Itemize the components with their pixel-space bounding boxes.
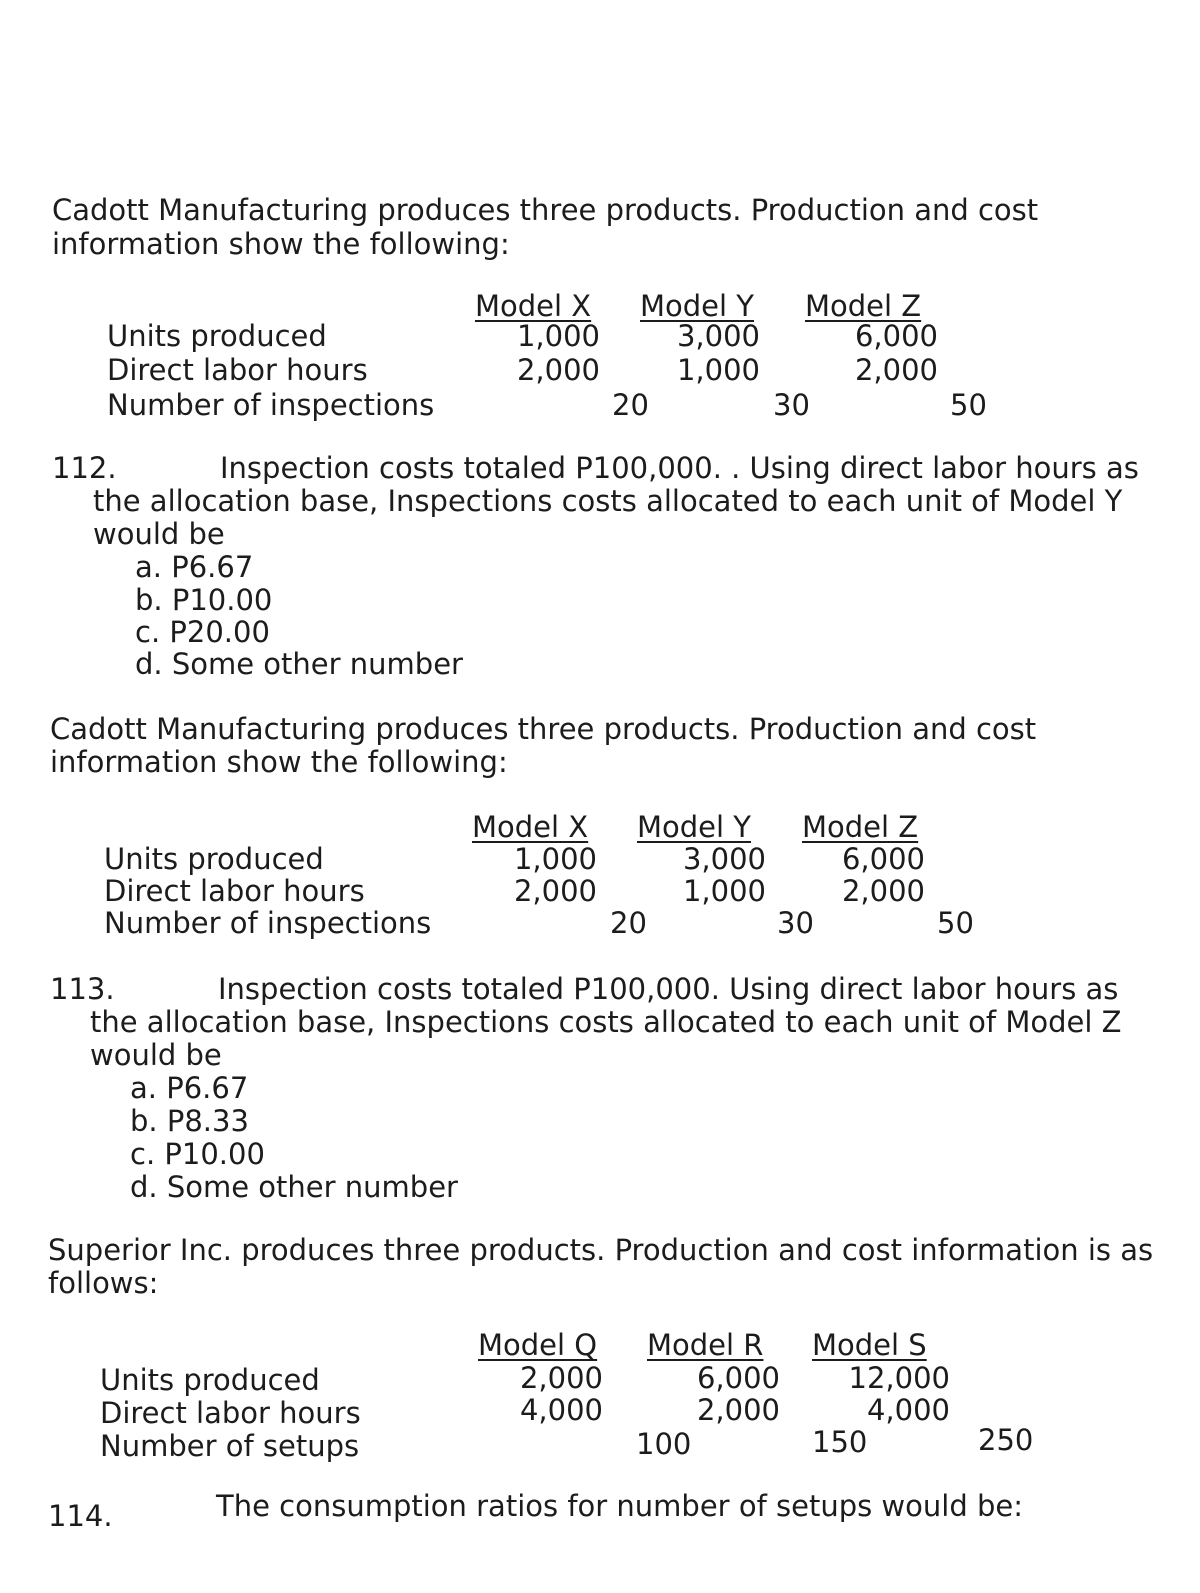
question-number: 113. [50,972,115,1006]
cell: 2,000 [841,874,925,908]
cell: 4,000 [519,1393,603,1427]
cell: 100 [636,1427,692,1461]
question-stem: the allocation base, Inspections costs allocated to each unit of Model Y [93,484,1123,518]
cell: 6,000 [854,319,938,353]
cell: 6,000 [841,842,925,876]
row-label: Number of inspections [104,906,432,940]
cell: 50 [950,388,987,422]
option-c: c. P10.00 [130,1137,265,1171]
col-header: Model Z [802,810,919,844]
option-a: a. P6.67 [130,1071,249,1105]
cell: 1,000 [676,353,760,387]
row-label: Direct labor hours [107,353,368,387]
cell: 2,000 [854,353,938,387]
cell: 20 [612,388,649,422]
cell: 2,000 [519,1361,603,1395]
cell: 3,000 [676,319,760,353]
cell: 250 [978,1423,1034,1457]
option-d: d. Some other number [130,1170,458,1204]
cell: 30 [777,906,814,940]
cell: 3,000 [682,842,766,876]
row-label: Direct labor hours [100,1396,361,1430]
intro-line: information show the following: [52,227,510,261]
cell: 1,000 [516,319,600,353]
cell: 2,000 [513,874,597,908]
col-header: Model Y [637,810,752,844]
cell: 20 [610,906,647,940]
cell: 2,000 [516,353,600,387]
row-label: Units produced [104,842,324,876]
intro-line: follows: [48,1266,159,1300]
col-header: Model Q [478,1328,598,1362]
row-label: Direct labor hours [104,874,365,908]
cell: 1,000 [682,874,766,908]
col-header: Model S [812,1328,927,1362]
option-a: a. P6.67 [135,550,254,584]
cell: 6,000 [696,1361,780,1395]
col-header: Model X [472,810,589,844]
option-c: c. P20.00 [135,615,270,649]
question-number: 112. [52,451,117,485]
col-header: Model X [475,289,592,323]
cell: 1,000 [513,842,597,876]
cell: 30 [773,388,810,422]
question-stem: The consumption ratios for number of setups would be: [216,1489,1023,1523]
question-stem: would be [93,517,225,551]
cell: 50 [937,906,974,940]
question-stem: Inspection costs totaled P100,000. Using direct labor hours as [218,972,1119,1006]
row-label: Units produced [107,319,327,353]
intro-line: Cadott Manufacturing produces three products. Production and cost [50,712,1037,746]
question-number: 114. [48,1499,113,1533]
option-b: b. P10.00 [135,583,273,617]
cell: 4,000 [866,1393,950,1427]
cell: 2,000 [696,1393,780,1427]
intro-line: Superior Inc. produces three products. Production and cost information is as [48,1233,1154,1267]
question-stem: would be [90,1038,222,1072]
question-stem: Inspection costs totaled P100,000. . Using direct labor hours as [220,451,1139,485]
row-label: Number of inspections [107,388,435,422]
intro-line: information show the following: [50,745,508,779]
intro-line: Cadott Manufacturing produces three products. Production and cost [52,193,1039,227]
cell: 12,000 [848,1361,950,1395]
question-stem: the allocation base, Inspections costs allocated to each unit of Model Z [90,1005,1122,1039]
option-b: b. P8.33 [130,1104,249,1138]
col-header: Model Y [640,289,755,323]
col-header: Model R [647,1328,764,1362]
row-label: Number of setups [100,1429,360,1463]
row-label: Units produced [100,1363,320,1397]
option-d: d. Some other number [135,647,463,681]
col-header: Model Z [805,289,922,323]
cell: 150 [812,1425,868,1459]
